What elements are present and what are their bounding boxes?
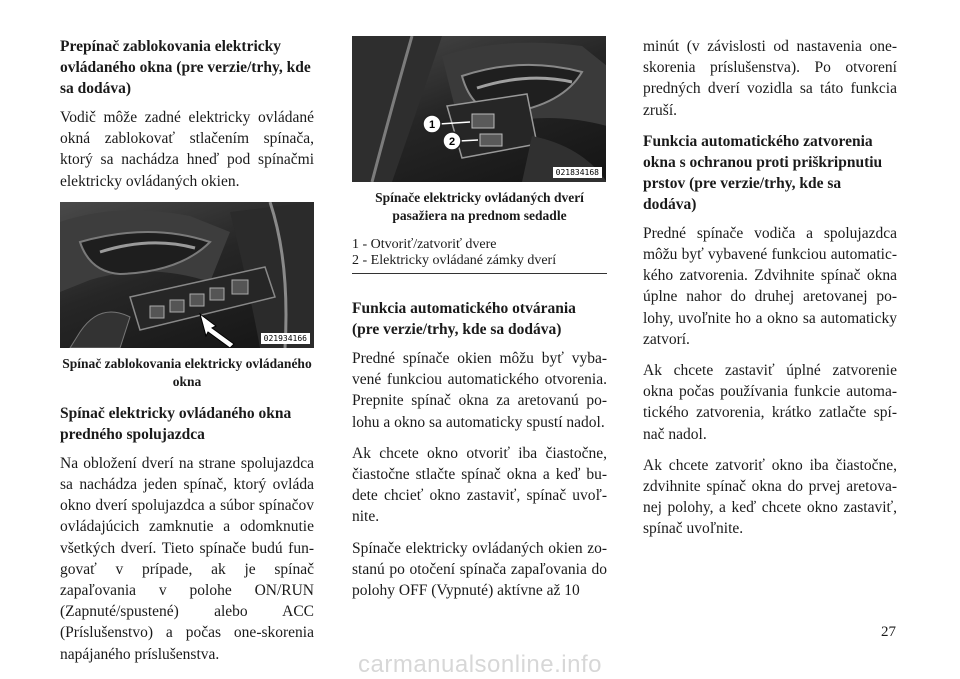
heading-passenger-switch: Spínač elektricky ovládaného okna predného spolujazdca [60, 404, 292, 443]
photo-passenger-door-switches [352, 36, 606, 182]
photo-window-lockout-switch [60, 202, 314, 348]
heading-auto-down: Funkcia automatického otvárania (pre verzie/trhy, kde sa dodáva) [352, 300, 576, 338]
figure-caption: Spínače elektricky ovládaných dverí pasažiera na prednom sedadle [375, 190, 584, 223]
paragraph-auto-up-3: Ak chcete zatvoriť okno iba čiastočne, zdvihnite spínač okna do prvej aretova-nej polohy, a keď chcete okno zastaviť, spínač uvoľnite. [643, 456, 897, 538]
paragraph-auto-down-3: Spínače elektricky ovládaných okien zo-stanú po otočení spínača zapaľovania do polohy OFF (Vypnuté) aktívne až 10 [352, 539, 607, 600]
figure-code: 021834168 [553, 167, 602, 178]
paragraph-auto-down-2: Ak chcete okno otvoriť iba čiastočne, čiastočne stlačte spínač okna a keď bu-dete chcieť okno zastaviť, spínač uvoľ-nite. [352, 444, 607, 526]
passenger-door-illustration [352, 36, 606, 182]
column-left [60, 36, 314, 675]
heading-auto-up: Funkcia automatického zatvorenia okna s ochranou proti priškripnutiu prstov (pre verzie/trhy, kde sa dodáva) [643, 132, 883, 213]
legend-item-2: 2 - Elektricky ovládané zámky dverí [352, 253, 557, 268]
paragraph-passenger-switch: Na obložení dverí na strane spolujazdca sa nachádza jeden spínač, ktorý ovláda okno dverí spolujazdca a súbor spínačov ovládajúcich zamknutie a odomknutie všetkých dverí. Tieto spínače budú fun-govať v prípade, ak je spínač zapaľovania v polohe ON/RUN (Zapnuté/spustené) alebo ACC (Príslušenstvo) a počas one-skorenia napájaného príslušenstva. [60, 454, 314, 663]
paragraph-auto-up-2: Ak chcete zastaviť úplné zatvorenie okna počas používania funkcie automa-tického zatvorenia, krátko zatlačte spí-nač nadol. [643, 362, 897, 443]
figure-code: 021934166 [261, 333, 310, 344]
heading-window-lockout: Prepínač zablokovania elektricky ovládaného okna (pre verzie/trhy, kde sa dodáva) [60, 38, 311, 97]
figure-legend [352, 237, 607, 274]
callout-2-label: 2 [448, 136, 456, 148]
callout-1-label: 1 [428, 119, 436, 131]
door-panel-illustration [60, 202, 314, 348]
legend-item-1: 1 - Otvoriť/zatvoriť dvere [352, 237, 497, 252]
paragraph-lockout: Vodič môže zadné elektricky ovládané okná zablokovať stlačením spínača, ktorý sa nachádza hneď pod spínačmi elektricky ovládaných okien. [60, 109, 314, 190]
column-middle [352, 36, 607, 611]
paragraph-auto-up-1: Predné spínače vodiča a spolujazdca môžu byť vybavené funkciou automatic-kého zatvorenia. Zdvihnite spínač okna úplne nahor do druhej aretovanej po-lohy, uvoľnite ho a okno sa automaticky zatvorí. [643, 224, 897, 348]
watermark: carmanualsonline.info [358, 651, 602, 678]
paragraph-continued: minút (v závislosti od nastavenia one-skorenia príslušenstva). Po otvorení predných dverí vozidla sa táto funkcia zruší. [643, 38, 897, 119]
page-number: 27 [881, 624, 896, 640]
column-right [643, 36, 897, 550]
figure-caption: Spínač zablokovania elektricky ovládaného okna [62, 355, 312, 389]
paragraph-auto-down-1: Predné spínače okien môžu byť vyba-vené funkciou automatického otvorenia. Prepnite spínač okna za aretovanú po-lohu a okno sa automaticky spustí nadol. [352, 350, 607, 431]
